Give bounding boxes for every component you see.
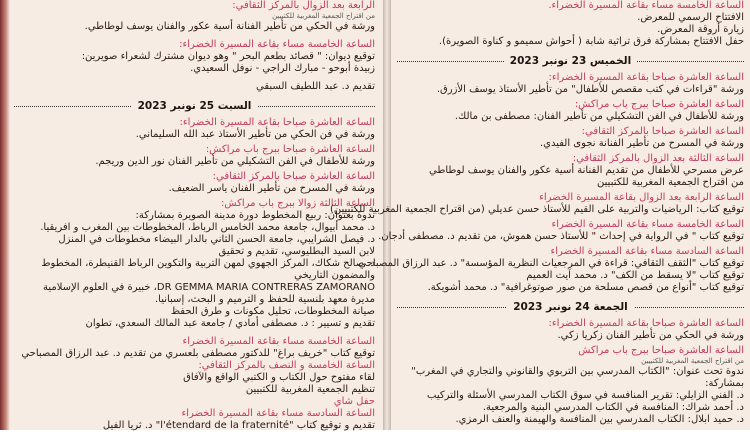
session-time-venue: الساعة العاشرة صباحا ببرج باب مراكش:	[205, 144, 375, 155]
event-description: د. محمد أبيوال، جامعة محمد الخامس الرباط، المخطوطات بين المغرب و افريقيا.	[40, 222, 375, 233]
event-description: صيانة المخطوطات، تحليل مكونات و طرق الحفظ	[170, 306, 375, 317]
event-description: ورشة في المسرح من تأطير الفنانة نجوى الفيدي.	[539, 138, 744, 149]
session-time-venue: الرابعة بعد الزوال بالمركز الثقافي:	[232, 0, 375, 11]
session-time-venue: الساعة العاشرة صباحا بالمركز الثقافي:	[581, 126, 744, 137]
event-description: بمشاركة:	[705, 378, 744, 389]
event-description: حفل الافتتاح بمشاركة فرق تراثية شابة ( أحواش سميمو و كناوة الصويرة).	[438, 36, 744, 47]
day-heading	[14, 99, 375, 113]
session-time-venue: الساعة العاشرة صباحا بقاعة المسيرة الخضراء:	[548, 318, 744, 329]
event-description: لقاء مفتوح حول الكتاب و الكتبي الواقع والآفاق	[183, 372, 375, 383]
event-description: زيارة أروقة المعرض.	[657, 24, 744, 35]
event-description: مديرة معهد بلنسية للحفظ و الترميم و البحث، إسبانيا.	[154, 294, 375, 305]
event-description: من اقتراح الجمعية المغربية للكتبيين	[597, 177, 744, 188]
event-description: ورشة "قراءات في كتب مقصص للأطفال" من تأطير الأستاذ يوسف الأزرق.	[436, 84, 744, 95]
event-description: ندوة تحت عنوان: "الكتاب المدرسي بين التربوي والقانوني والتجاري في المغرب"	[411, 366, 744, 377]
event-description: ورشة في الحكي من تأطير الفنان زكريا زكي.	[557, 330, 744, 341]
event-description: توقيع كتاب "الثقف الثقافي: قراءة في المرجعيات النظرية المؤسسة" د. عبد الرزاق المصباحي	[358, 258, 744, 269]
event-description: ورشة للأطفال في الفن التشكيلي من تأطير الفنان نور الدين وريجم.	[95, 156, 375, 167]
session-time-venue: الساعة الخامسة مساء بقاعة المسيرة الخضراء	[551, 219, 744, 230]
event-description: تقديم و تسيير : د. مصطفى أمادي / جامعة عبد المالك السعدي، تطوان	[85, 318, 375, 329]
spacer	[14, 93, 375, 96]
participant-line: DR GEMMA MARIA CONTRERAS ZAMORANO، خبيرة في العلوم الإسلامية	[42, 282, 375, 293]
day-heading	[397, 54, 744, 68]
session-time-venue: الساعة الرابعة بعد الزوال بقاعة المسيرة الخضراء	[539, 192, 744, 203]
day-heading	[397, 300, 744, 314]
event-description: تنظيم الجمعية المغربية للكتبيين	[245, 384, 375, 395]
spacer	[397, 294, 744, 297]
session-time-venue: الساعة العاشرة صباحا بقاعة المسيرة الخضراء:	[179, 117, 375, 128]
event-description: تقديم د. عبد اللطيف السبقي	[256, 81, 375, 92]
event-description: د. أحمد شراك: المنافسة في الكتاب المدرسي البنية والمرجعية.	[482, 402, 744, 413]
session-time-venue: حفل شاي	[333, 396, 375, 407]
session-time-venue: الساعة السادسة مساء بقاعة المسيرة الخضراء	[550, 246, 744, 257]
session-time-venue: الساعة الخامسة مساء بقاعة المسيرة الخضراء	[182, 336, 375, 347]
seminar-title: ندوة بعنوان: ربيع المخطوط دورة مدينة الصويرة بمشاركة:	[135, 210, 375, 221]
session-time-venue: الساعة العاشرة صباحا ببرج باب مراكش:	[574, 99, 744, 110]
session-time-venue: الساعة الخامسة مساء بقاعة المسيرة الخضراء.	[548, 0, 744, 11]
event-description: الافتتاح الرسمي للمعرض.	[637, 12, 744, 23]
event-description: لابن السيد البطليوسي، تقديم و تحقيق	[218, 246, 375, 257]
day-heading-label: الجمعة 24 نونبر 2023	[507, 301, 634, 313]
proposal-note: من اقتراح الجمعية المغربية للكتبيين	[641, 357, 744, 365]
session-time-venue: الساعة العاشرة صباحا ببرج باب مراكش	[578, 345, 744, 356]
event-description: توقيع كتاب "أنواع من قصص مسلحة من صور صوتوغرافية" د. محمد أشويكة.	[427, 282, 744, 293]
day-heading-label: الخميس 23 نونبر 2023	[504, 55, 637, 67]
event-description: د. فيصل الشرايبي، جامعة الحسن الثاني بالدار البيضاء مخطوطات في المنزل	[58, 234, 375, 245]
proposal-note: من اقتراح الجمعية المغربية للكتبيين	[272, 12, 375, 20]
session-time-venue: الساعة العاشرة صباحا بقاعة المسيرة الخضراء:	[548, 72, 744, 83]
event-description: عرض مسرحي للأطفال من تقديم الفنانة أسية عكور والفنان يوسف لوطاطي	[429, 165, 744, 176]
event-description: زبيدة أبوحو - مبارك الراجي - نوفل السعيدي.	[190, 63, 375, 74]
decorative-edge	[0, 0, 10, 430]
event-description: د. الفني الزايلي: تقرير المنافسة في سوق الكتاب المدرسي الأسئلة والتركيب	[427, 390, 744, 401]
session-time-venue: الساعة الثالثة زوالا ببرج باب مراكش:	[220, 198, 375, 209]
event-description: د. حميد ابلال: الكتاب المدرسي بين المنافسة والهيمنة والعنف الرمزي.	[455, 414, 744, 425]
session-time-venue: الساعة الخامسة و النصف بالمركز الثقافي:	[198, 360, 375, 371]
event-description: توقيع كتاب " في الرواية في إحداث " للأستاذ حسن هموش، من تقديم د. مصطفى أدجان.	[378, 231, 744, 242]
session-time-venue: الساعة العاشرة صباحا بالمركز الثقافي:	[212, 171, 375, 182]
session-time-venue: الساعة السادسة مساء بقاعة المسيرة الخضراء	[181, 408, 375, 419]
event-description: ورشة في فن الحكي من تأطير الأستاذ عبد الله السليماني.	[135, 129, 375, 140]
session-time-venue: الساعة الخامسة مساء بقاعة المسيرة الخضراء:	[179, 39, 375, 50]
event-description: والمضمون التاريخي	[294, 270, 375, 281]
event-description: تقديم و توقيع كتاب "l'étendard de la fraternité" د. ثريا الفيل	[102, 420, 375, 431]
session-time-venue: الساعة الثالثة بعد الزوال بالمركز الثقافي:	[572, 153, 744, 164]
day-heading-label: السبت 25 نونبر 2023	[132, 100, 258, 112]
spacer	[397, 48, 744, 51]
event-description: د. صالح شكاك، المركز الجهوي لمهن التربية والتكوين الرباط القنيطرة، المخطوط	[41, 258, 375, 269]
event-description: توقيع كتاب "خريف براغ" للدكتور مصطفى بلعسري من تقديم د. عبد الرزاق المصباحي	[21, 348, 375, 359]
event-description: توقيع كتاب "لا يسقط من الكف" د. محمد آيت العميم	[526, 270, 744, 281]
event-description: ورشة في الحكي من تأطير الفنانة أسية عكور والفنان يوسف لوطاطي.	[84, 21, 375, 32]
event-description: ورشة في المسرح من تأطير الفنان ياسر الضعيف.	[168, 183, 375, 194]
event-description: توقيع كتاب: الرياضيات والتربية على القيم للأستاذ حسن عديلي (من اقتراح الجمعية المغربية للكتبيين)	[330, 204, 744, 215]
event-description: ورشة للأطفال في الفن التشكيلي من تأطير الفنان: مصطفى بن مالك.	[454, 111, 744, 122]
left-program-column	[14, 0, 375, 432]
event-description: توقيع ديوان: " قصائد بطعم البحر " وهو ديوان مشترك لشعراء صويرين:	[81, 51, 375, 62]
